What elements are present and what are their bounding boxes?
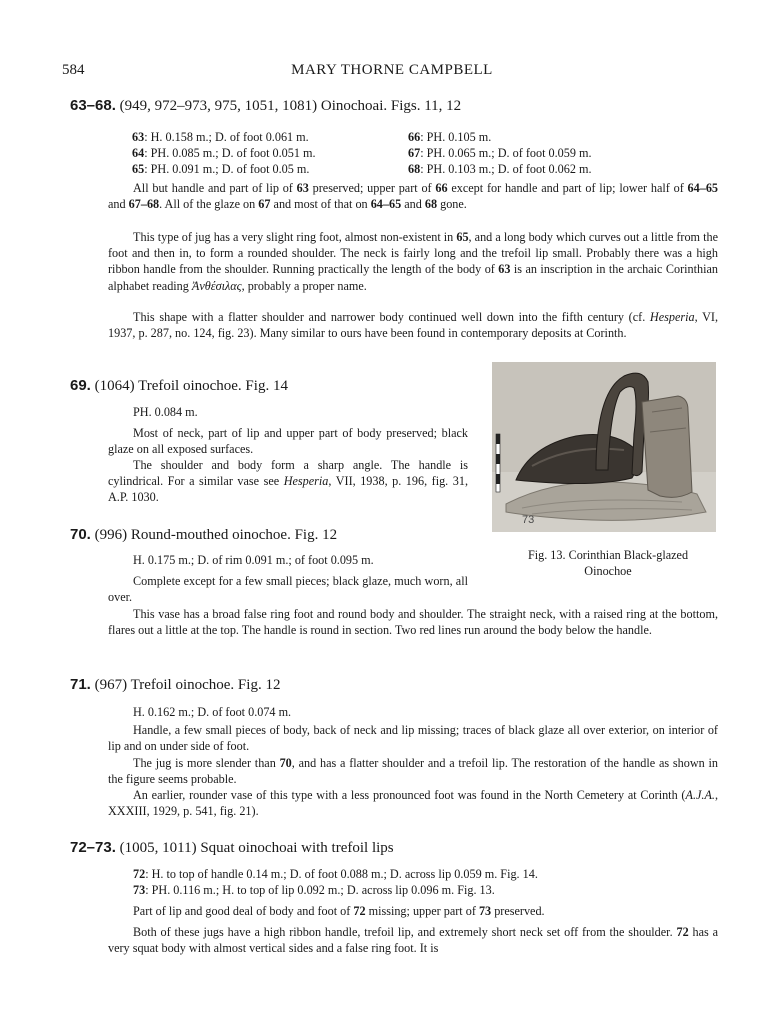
measurement-67: 67: PH. 0.065 m.; D. of foot 0.059 m. xyxy=(408,146,592,160)
entry-number: 69. xyxy=(70,377,91,394)
paragraph: Complete except for a few small pieces; black glaze, much worn, all over. xyxy=(108,574,468,605)
greek-inscription: Ἀνθέσιλας xyxy=(191,278,242,293)
paragraph: All but handle and part of lip of 63 preserved; upper part of 66 except for handle and part of lip; lower half of 64–65 and 67–68. All of the glaze on 67 and most of that on 64–65 and 68 gone. xyxy=(108,181,719,212)
entry-number: 70. xyxy=(70,526,91,543)
entry-title: (1005, 1011) Squat oinochoai with trefoil lips xyxy=(119,840,394,856)
paragraph: An earlier, rounder vase of this type with a less pronounced foot was found in the North Cemetery at Corinth (A.J.A., XXXIII, 1929, p. 541, fig. 21). xyxy=(108,788,718,819)
entry-heading-63-68 xyxy=(70,97,461,115)
entry-heading-70 xyxy=(70,526,337,544)
measurement-70: H. 0.175 m.; D. of rim 0.091 m.; of foot 0.095 m. xyxy=(133,553,374,567)
entry-title: (996) Round-mouthed oinochoe. Fig. 12 xyxy=(94,527,338,543)
page-number: 584 xyxy=(62,62,85,78)
running-title: MARY THORNE CAMPBELL xyxy=(291,62,493,78)
measurement-68: 68: PH. 0.103 m.; D. of foot 0.062 m. xyxy=(408,162,592,176)
measurement-73: 73: PH. 0.116 m.; H. to top of lip 0.092 m.; D. across lip 0.096 m. Fig. 13. xyxy=(133,883,495,897)
measurement-63: 63: H. 0.158 m.; D. of foot 0.061 m. xyxy=(132,130,309,144)
entry-number: 63–68. xyxy=(70,97,116,114)
figure-caption: Fig. 13. Corinthian Black-glazed Oinochoe xyxy=(527,548,689,578)
oinochoe-photo-illustration xyxy=(492,362,716,532)
measurement-64: 64: PH. 0.085 m.; D. of foot 0.051 m. xyxy=(132,146,316,160)
measurement-72: 72: H. to top of handle 0.14 m.; D. of foot 0.088 m.; D. across lip 0.059 m. Fig. 14. xyxy=(133,867,538,881)
paragraph: Both of these jugs have a high ribbon handle, trefoil lip, and extremely short neck set off from the shoulder. 72 has a very squat body with almost vertical sides and a false ring foot. It is xyxy=(108,925,719,956)
entry-heading-71 xyxy=(70,676,280,694)
entry-number: 71. xyxy=(70,676,91,693)
figure-specimen-label: 73 xyxy=(522,514,535,526)
paragraph: Part of lip and good deal of body and foot of 72 missing; upper part of 73 preserved. xyxy=(133,904,545,918)
measurement-71: H. 0.162 m.; D. of foot 0.074 m. xyxy=(133,705,292,719)
paragraph: Handle, a few small pieces of body, back of neck and lip missing; traces of black glaze all over exterior, on interior of lip and on under side of foot. xyxy=(108,723,718,754)
paragraph: Most of neck, part of lip and upper part of body preserved; black glaze on all exposed surfaces. xyxy=(108,426,468,457)
paragraph: This type of jug has a very slight ring foot, almost non-existent in 65, and a long body which curves out a little from the foot and then in, to form a rounded shoulder. The neck is fairly long and the trefoil lip small. Probably there was a high ribbon handle from the shoulder. Running practically the length of the body of 63 is an inscription in the archaic Corinthian alphabet reading Ἀνθέσιλας, probably a proper name. xyxy=(108,230,719,293)
measurement-66: 66: PH. 0.105 m. xyxy=(408,130,492,144)
entry-title: (967) Trefoil oinochoe. Fig. 12 xyxy=(94,677,281,693)
entry-number: 72–73. xyxy=(70,839,116,856)
paragraph: This vase has a broad false ring foot and round body and shoulder. The straight neck, with a raised ring at the bottom, flares out a little at the top. The handle is round in section. Two red lines run around the body below the handle. xyxy=(108,607,718,638)
entry-title: (1064) Trefoil oinochoe. Fig. 14 xyxy=(94,378,288,394)
paragraph: The shoulder and body form a sharp angle. The handle is cylindrical. For a similar vase see Hesperia, VII, 1938, p. 196, fig. 31, A.P. 1030. xyxy=(108,458,468,505)
entry-heading-69 xyxy=(70,377,288,395)
paragraph: The jug is more slender than 70, and has a flatter shoulder and a trefoil lip. The restoration of the handle as shown in the figure seems probable. xyxy=(108,756,718,787)
measurement-69: PH. 0.084 m. xyxy=(133,405,198,419)
measurement-65: 65: PH. 0.091 m.; D. of foot 0.05 m. xyxy=(132,162,310,176)
paragraph: This shape with a flatter shoulder and narrower body continued well down into the fifth century (cf. Hesperia, VI, 1937, p. 287, no. 124, fig. 23). Many similar to ours have been found in contemporary deposits at Corinth. xyxy=(108,310,719,341)
figure-photo xyxy=(492,362,716,532)
entry-title: (949, 972–973, 975, 1051, 1081) Oinochoai. Figs. 11, 12 xyxy=(119,98,462,114)
entry-heading-72-73 xyxy=(70,839,394,857)
